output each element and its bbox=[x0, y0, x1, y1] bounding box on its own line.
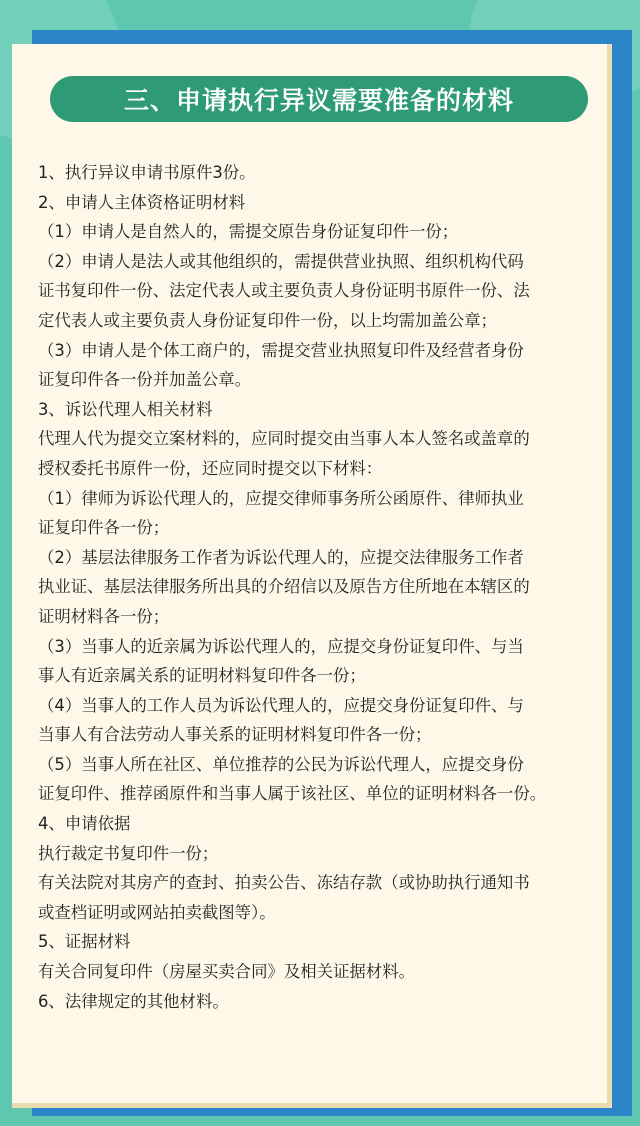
text-line: （2）申请人是法人或其他组织的，需提供营业执照、组织机构代码 bbox=[38, 251, 524, 271]
text-line: 有关法院对其房产的查封、拍卖公告、冻结存款（或协助执行通知书 bbox=[38, 873, 530, 893]
text-line: 4、申请依据 bbox=[38, 814, 131, 834]
text-line: 3、诉讼代理人相关材料 bbox=[38, 399, 213, 419]
text-line: 6、法律规定的其他材料。 bbox=[38, 991, 229, 1011]
text-line: 证复印件各一份并加盖公章。 bbox=[38, 370, 252, 390]
text-line: （4）当事人的工作人员为诉讼代理人的，应提交身份证复印件、与 bbox=[38, 695, 524, 715]
text-line: 授权委托书原件一份，还应同时提交以下材料： bbox=[38, 458, 383, 478]
text-line: 2、申请人主体资格证明材料 bbox=[38, 192, 246, 212]
text-line: 执行裁定书复印件一份； bbox=[38, 843, 219, 863]
text-line: 执业证、基层法律服务所出具的介绍信以及原告方住所地在本辖区的 bbox=[38, 577, 530, 597]
text-line: 代理人代为提交立案材料的，应同时提交由当事人本人签名或盖章的 bbox=[38, 429, 530, 449]
text-line: 证书复印件一份、法定代表人或主要负责人身份证明书原件一份、法 bbox=[38, 281, 530, 301]
text-line: 证明材料各一份； bbox=[38, 606, 170, 626]
text-line: 证复印件各一份； bbox=[38, 518, 170, 538]
text-line: （2）基层法律服务工作者为诉讼代理人的，应提交法律服务工作者 bbox=[38, 547, 524, 567]
text-line: 证复印件、推荐函原件和当事人属于该社区、单位的证明材料各一份。 bbox=[38, 784, 547, 804]
page-title: 三、申请执行异议需要准备的材料 bbox=[50, 76, 588, 122]
document-body bbox=[38, 158, 594, 1016]
text-line: 5、证据材料 bbox=[38, 932, 131, 952]
text-line: （1）申请人是自然人的，需提交原告身份证复印件一份； bbox=[38, 222, 459, 242]
text-line: 当事人有合法劳动人事关系的证明材料复印件各一份； bbox=[38, 725, 432, 745]
text-line: 1、执行异议申请书原件3份。 bbox=[38, 163, 256, 182]
text-line: （3）当事人的近亲属为诉讼代理人的，应提交身份证复印件、与当 bbox=[38, 636, 524, 656]
text-line: （5）当事人所在社区、单位推荐的公民为诉讼代理人，应提交身份 bbox=[38, 754, 524, 774]
text-line: 或查档证明或网站拍卖截图等）。 bbox=[38, 902, 276, 922]
text-line: （1）律师为诉讼代理人的，应提交律师事务所公函原件、律师执业 bbox=[38, 488, 524, 508]
text-line: 定代表人或主要负责人身份证复印件一份，以上均需加盖公章； bbox=[38, 310, 497, 330]
text-line: （3）申请人是个体工商户的，需提交营业执照复印件及经营者身份 bbox=[38, 340, 524, 360]
text-line: 有关合同复印件（房屋买卖合同》及相关证据材料。 bbox=[38, 962, 415, 982]
text-line: 事人有近亲属关系的证明材料复印件各一份； bbox=[38, 666, 366, 686]
